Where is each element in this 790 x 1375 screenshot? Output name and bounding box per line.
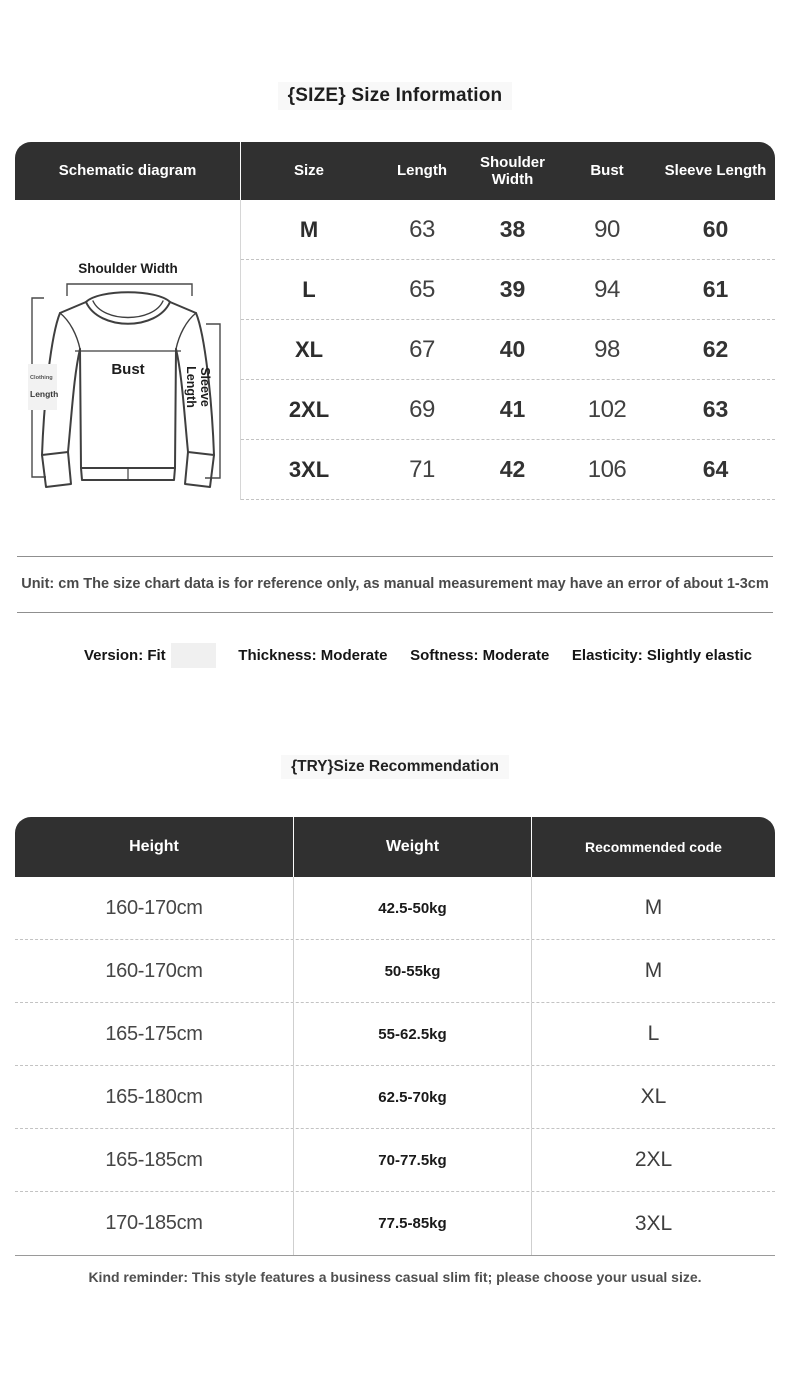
height-cell: 160-170cm: [105, 959, 203, 982]
weight-cell: [293, 877, 531, 939]
column-header-shoulder-width: Shoulder Width: [479, 153, 545, 188]
clothing-length-label-bg: [28, 364, 57, 410]
recommendation-row: [15, 1066, 775, 1129]
height-cell: 165-180cm: [105, 1085, 203, 1108]
column-header-bust: Bust: [590, 162, 624, 180]
size-cell: XL: [294, 336, 324, 362]
sleeve-length-cell: 60: [702, 216, 729, 242]
code-cell: M: [531, 940, 775, 1002]
attribute-softness: Softness: Moderate: [410, 647, 550, 664]
weight-value: 77.5-85kg: [370, 1213, 454, 1234]
height-cell: 160-170cm: [105, 896, 203, 919]
size-table-rows: [241, 200, 775, 500]
size-cell: 3XL: [288, 456, 330, 482]
size-table-header: [15, 142, 775, 200]
size-table-row: [241, 320, 775, 380]
bust-cell: 98: [594, 335, 620, 363]
weight-value: 42.5-50kg: [370, 898, 454, 919]
weight-value: 55-62.5kg: [370, 1024, 454, 1045]
weight-value: 50-55kg: [377, 961, 449, 982]
length-cell: 71: [409, 455, 435, 483]
shoulder-width-bracket: [67, 284, 192, 296]
shoulder-width-label: Shoulder Width: [78, 261, 178, 276]
decor-box: [171, 643, 216, 668]
weight-cell: [293, 1129, 531, 1191]
schematic-diagram-cell: [15, 200, 241, 500]
weight-cell: [293, 940, 531, 1002]
recommendation-table: [15, 817, 775, 1256]
sleeve-length-cell: 63: [702, 396, 729, 422]
try-title: [0, 750, 790, 779]
bust-cell: 90: [594, 215, 620, 243]
sleeve-length-cell: 61: [702, 276, 729, 302]
bust-cell: 102: [587, 395, 627, 423]
code-cell: M: [531, 877, 775, 939]
unit-note: Unit: cm The size chart data is for reference only, as manual measurement may have an error of about 1-3cm: [17, 556, 773, 613]
shoulder-width-cell: 42: [499, 456, 526, 482]
attribute-elasticity: Elasticity: Slightly elastic: [571, 647, 752, 664]
size-info-title: [0, 0, 790, 110]
size-table: [15, 142, 775, 500]
column-header-schematic: Schematic diagram: [15, 142, 241, 200]
recommendation-row: [15, 1192, 775, 1255]
size-cell: L: [302, 276, 316, 302]
sweatshirt-schematic-drawing: [15, 200, 241, 500]
attribute-version: [84, 643, 216, 668]
weight-cell: [293, 1192, 531, 1255]
recommendation-row: [15, 940, 775, 1003]
column-header-size: Size: [293, 162, 324, 180]
height-cell: 170-185cm: [105, 1212, 203, 1234]
shoulder-width-cell: 39: [499, 276, 526, 302]
recommendation-row: [15, 1003, 775, 1066]
recommendation-row: [15, 1129, 775, 1192]
bust-cell: 106: [587, 455, 627, 483]
length-cell: 67: [409, 335, 435, 363]
length-cell: 65: [409, 275, 435, 303]
sleeve-length-cell: 62: [702, 336, 729, 362]
recommendation-row: [15, 877, 775, 940]
size-info-title-text: {SIZE} Size Information: [278, 82, 513, 110]
column-header-height: Height: [129, 837, 179, 855]
attributes-row: [0, 643, 790, 668]
size-cell: 2XL: [288, 396, 330, 422]
size-table-body: [15, 200, 775, 500]
clothing-length-label-line1: Clothing: [30, 375, 53, 381]
size-table-row: [241, 260, 775, 320]
sleeve-length-label-line2: Length: [184, 366, 198, 408]
bust-label: Bust: [111, 361, 145, 378]
shoulder-width-cell: 41: [499, 396, 526, 422]
size-table-row: [241, 440, 775, 500]
length-cell: 69: [409, 395, 435, 423]
height-cell: 165-185cm: [105, 1148, 203, 1171]
shoulder-width-cell: 38: [499, 216, 526, 242]
size-table-row: [241, 200, 775, 260]
attribute-version-text: Version: Fit: [84, 647, 166, 664]
size-cell: M: [299, 216, 319, 242]
size-table-row: [241, 380, 775, 440]
length-cell: 63: [409, 215, 435, 243]
kind-reminder: Kind reminder: This style features a business casual slim fit; please choose your usual size.: [88, 1269, 702, 1285]
column-header-sleeve-length: Sleeve Length: [664, 162, 767, 180]
sleeve-length-label-line1: Sleeve: [198, 367, 212, 407]
code-cell: L: [531, 1003, 775, 1065]
try-title-text: {TRY}Size Recommendation: [281, 755, 509, 779]
weight-cell: [293, 1003, 531, 1065]
bust-cell: 94: [594, 275, 620, 303]
weight-cell: [293, 1066, 531, 1128]
code-cell: 3XL: [531, 1192, 775, 1255]
shoulder-width-cell: 40: [499, 336, 526, 362]
code-cell: XL: [531, 1066, 775, 1128]
weight-value: 62.5-70kg: [370, 1087, 454, 1108]
clothing-length-label-line2: Length: [30, 389, 59, 399]
recommendation-table-header: [15, 817, 775, 877]
weight-value: 70-77.5kg: [370, 1150, 454, 1171]
height-cell: 165-175cm: [105, 1022, 203, 1045]
column-header-weight: Weight: [293, 817, 531, 877]
attribute-thickness: Thickness: Moderate: [238, 647, 388, 664]
column-header-length: Length: [397, 162, 447, 180]
column-header-recommended-code: Recommended code: [531, 817, 775, 877]
sleeve-length-cell: 64: [702, 456, 729, 482]
code-cell: 2XL: [531, 1129, 775, 1191]
